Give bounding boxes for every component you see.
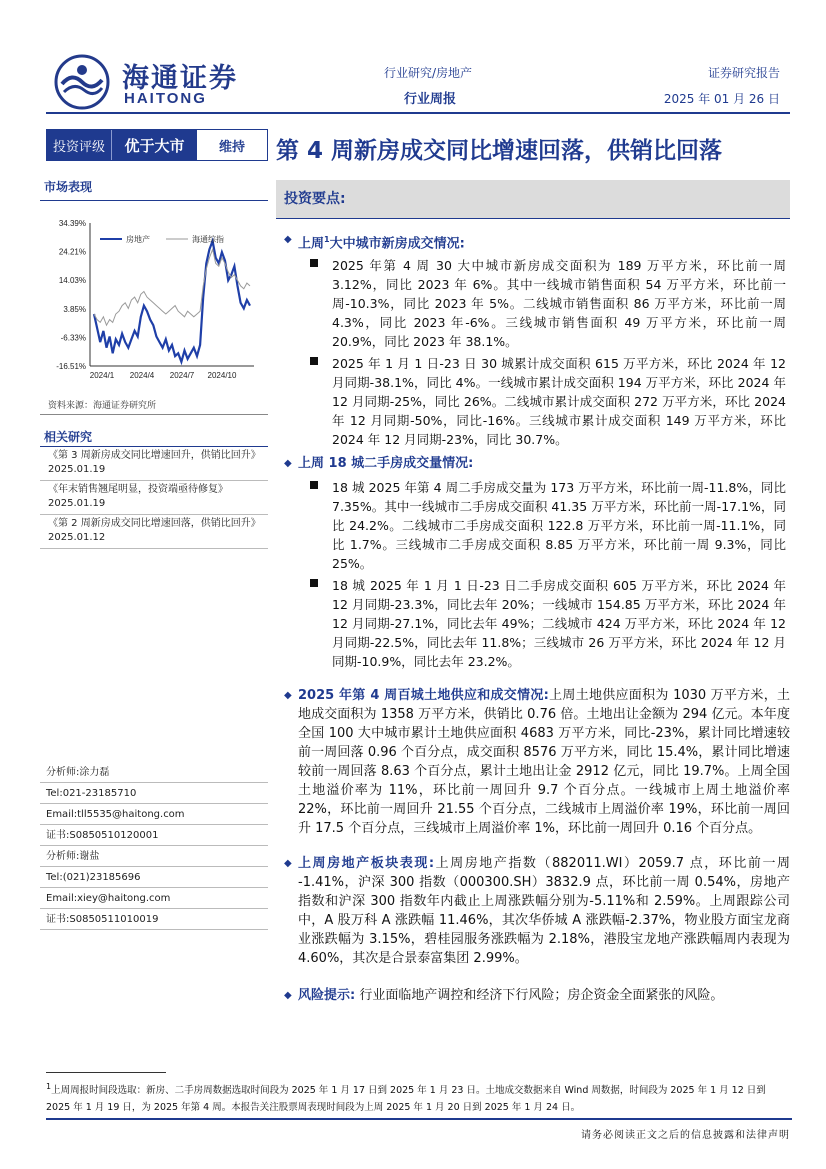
rating-value: 优于大市 (111, 130, 197, 160)
section-label: 上周房地产板块表现: (298, 856, 435, 871)
section-land (284, 686, 790, 838)
rating-label: 投资评级 (47, 130, 111, 160)
market-performance-chart (40, 200, 268, 408)
diamond-bullet-icon: ◆ (284, 234, 292, 245)
related-date: 2025.01.19 (48, 464, 106, 475)
square-bullet-icon (310, 481, 318, 489)
bullet-paragraph (310, 576, 786, 671)
related-title: 《年末销售翘尾明显，投资端亟待修复》 (48, 484, 228, 495)
key-points-divider (276, 218, 790, 219)
analyst-info (40, 762, 268, 930)
report-header (46, 46, 790, 112)
list-item[interactable] (40, 447, 268, 481)
chart-source: 资料来源：海通证券研究所 (48, 401, 157, 411)
analyst-name: 分析师:涂力磊 (40, 762, 268, 783)
footer-disclaimer: 请务必阅读正文之后的信息披露和法律声明 (581, 1130, 790, 1141)
y-tick-label: 24.21% (58, 247, 86, 257)
footer-divider (46, 1118, 792, 1120)
x-tick-label: 2024/7 (169, 371, 195, 380)
y-tick-label: -16.51% (56, 362, 86, 371)
paragraph-text: 上周房地产指数（882011.WI）2059.7 点，环比前一周 -1.41%，沪深 300 指数（000300.SH）3832.9 点，环比前一周 0.54%，房地产指数和沪深 300 指数年内截止上周涨跌幅分别为-5.11%和 2.59%。上周跟踪公司中，A 股万科 A 涨跌幅 11.46%，其次华侨城 A 涨跌幅-2.37%，物业股方面宝龙商业涨跌幅为 3.15%，碧桂园服务涨跌幅为 2.18%，港股宝龙地产涨跌幅周内表现为 4.60%，其次是合景泰富集团 2.99%。 (298, 856, 790, 966)
paragraph-text: 18 城 2025 年第 4 周二手房成交量为 173 万平方米，环比前一周-11.8%，同比 7.35%。其中一线城市二手房成交面积 41.35 万平方米，环比前一周-17.1%，同比 24.2%。二线城市二手房成交面积 122.8 万平方米，环比前一周-11.1%，同比 1.7%。三线城市二手房成交面积 8.85 万平方米，环比前一周 9.3%，同比 25%。 (332, 480, 786, 571)
x-tick-label: 2024/10 (207, 371, 237, 380)
analyst-tel: Tel:(021)23185696 (40, 867, 268, 888)
related-date: 2025.01.12 (48, 532, 106, 543)
analyst-email[interactable]: Email:xiey@haitong.com (40, 888, 268, 909)
report-kind: 证券研究报告 (707, 66, 780, 80)
section-second-hand (284, 454, 790, 473)
section-sector (284, 854, 790, 968)
analyst-name: 分析师:谢盐 (40, 846, 268, 867)
paragraph-text: 18 城 2025 年 1 月 1 日-23 日二手房成交面积 605 万平方米，环比 2024 年 12 月同期-23.3%，同比去年 20%；一线城市 154.85 万平方米，环比 2024 年 12 月同期-27.1%，同比去年 49%；二线城市 424 万平方米，环比 2024 年 12 月同期-22.5%，同比去年 11.8%；三线城市 26 万平方米，环比 2024 年 12 月同期-10.9%，同比去年 23.2%。 (332, 578, 786, 669)
diamond-bullet-icon: ◆ (284, 690, 292, 701)
y-tick-label: 14.03% (58, 276, 86, 286)
footnote-divider (46, 1072, 166, 1073)
related-research-list (40, 446, 268, 549)
footnote-mark: 1 (46, 1082, 52, 1091)
paragraph-text: 行业面临地产调控和经济下行风险；房企资金全面紧张的风险。 (359, 988, 724, 1003)
paragraph-text: 2025 年 1 月 1 日-23 日 30 城累计成交面积 615 万平方米，环比 2024 年 12 月同期-38.1%，同比 4%。一线城市累计成交面积 194 万平方米，环比 2024 年 12 月同期-25%，同比 26%。二线城市累计成交面积 272 万平方米，环比 2024 年 12 月同期-50%，同比-16%。三线城市累计成交面积 149 万平方米，环比 2024 年 12 月同期-23%，同比 30.7%。 (332, 356, 786, 447)
bullet-paragraph (310, 354, 786, 449)
analyst-cert: 证书:S0850511010019 (40, 909, 268, 930)
footnote (46, 1078, 792, 1116)
square-bullet-icon (310, 259, 318, 267)
analyst-email[interactable]: Email:tll5535@haitong.com (40, 804, 268, 825)
x-tick-label: 2024/1 (89, 371, 115, 380)
section-risk (284, 986, 790, 1005)
report-category: 行业研究/房地产 (384, 66, 473, 80)
section-new-home (284, 230, 790, 253)
related-date: 2025.01.19 (48, 498, 106, 509)
section-label: 上周 18 城二手房成交量情况: (298, 456, 474, 471)
list-item[interactable] (40, 515, 268, 549)
key-points-column (276, 180, 790, 1003)
related-section-title: 相关研究 (44, 430, 93, 444)
related-title: 《第 2 周新房成交同比增速回落，供销比回升》 (48, 518, 261, 529)
logo-english-name: HAITONG (124, 90, 207, 107)
left-sidebar (40, 178, 268, 925)
investment-rating-box (46, 129, 268, 161)
key-points-header: 投资要点: (276, 180, 790, 218)
report-title: 第 4 周新房成交同比增速回落，供销比回落 (276, 138, 723, 164)
section-label: 风险提示: (298, 988, 356, 1003)
y-tick-label: -6.33% (60, 333, 86, 343)
report-type: 行业周报 (404, 92, 457, 107)
paragraph-text: 2025 年第 4 周 30 大中城市新房成交面积为 189 万平方米，环比前一周 3.12%，同比 2023 年 6%。其中一线城市销售面积 54 万平方米，环比前一周-10.3%，同比 2023 年 5%。二线城市销售面积 86 万平方米，环比前一周 4.3%，同比 2023 年-6%。三线城市销售面积 49 万平方米，环比前一周 20.9%，同比 2023 年 38.1%。 (332, 258, 786, 349)
diamond-bullet-icon: ◆ (284, 990, 292, 1001)
section-label: 上周 (298, 236, 325, 252)
analyst-cert: 证书:S0850510120001 (40, 825, 268, 846)
logo-chinese-name: 海通证券 (122, 63, 238, 94)
market-section-title: 市场表现 (44, 180, 93, 194)
y-tick-label: 34.39% (58, 219, 86, 228)
y-tick-label: 3.85% (63, 304, 86, 314)
legend-label: 房地产 (126, 235, 150, 244)
bullet-paragraph (310, 478, 786, 573)
section-label: 2025 年第 4 周百城土地供应和成交情况: (298, 688, 549, 703)
section-label: 大中城市新房成交情况: (329, 236, 465, 252)
diamond-bullet-icon: ◆ (284, 458, 292, 469)
series-line-real-estate (94, 241, 250, 362)
analyst-tel: Tel:021-23185710 (40, 783, 268, 804)
header-divider (46, 112, 790, 114)
square-bullet-icon (310, 357, 318, 365)
report-date: 2025 年 01 月 26 日 (663, 92, 780, 106)
square-bullet-icon (310, 579, 318, 587)
x-tick-label: 2024/4 (129, 371, 155, 380)
related-title: 《第 3 周新房成交同比增速回升，供销比回升》 (48, 450, 261, 461)
rating-status: 维持 (197, 130, 267, 160)
series-line-haitong-index (94, 249, 250, 325)
diamond-bullet-icon: ◆ (284, 858, 292, 869)
legend-label: 海通综指 (192, 235, 224, 244)
footnote-ref: 1 (324, 235, 330, 244)
haitong-logo-icon (54, 54, 110, 110)
bullet-paragraph (310, 256, 786, 351)
chart-svg (40, 201, 268, 396)
paragraph-text: 上周土地供应面积为 1030 万平方米，土地成交面积为 1358 万平方米，供销比 0.76 倍。土地出让金额为 294 亿元。本年度全国 100 大中城市累计土地供应面积 4683 万平方米，同比-23%，累计同比增速较前一周回落 0.96 个百分点，成交面积 8576 万平方米，同比 15.4%，累计同比增速较前一周回落 8.63 个百分点，累计土地出让金 2912 亿元，同比 19.7%。上周全国土地溢价率为 11%，环比前一周回升 9.7 个百分点。一线城市上周土地溢价率 22%，环比前一周回升 21.55 个百分点，二线城市上周溢价率 19%，环比前一周回升 17.5 个百分点，三线城市上周溢价率 1%，环比前一周回升 0.16 个百分点。 (298, 688, 790, 836)
list-item[interactable] (40, 481, 268, 515)
footnote-text: 上周周报时间段选取：新房、二手房周数据选取时间段为 2025 年 1 月 17 日到 2025 年 1 月 23 日。土地成交数据来自 Wind 周数据，时间段为 2025 年 1 月 12 日到 2025 年 1 月 19 日，为 2025 年第 4 周。本报告关注股票周表现时间段为上周 2025 年 1 月 20 日到 2025 年 1 月 24 日。 (46, 1085, 766, 1114)
source-divider (40, 414, 268, 415)
